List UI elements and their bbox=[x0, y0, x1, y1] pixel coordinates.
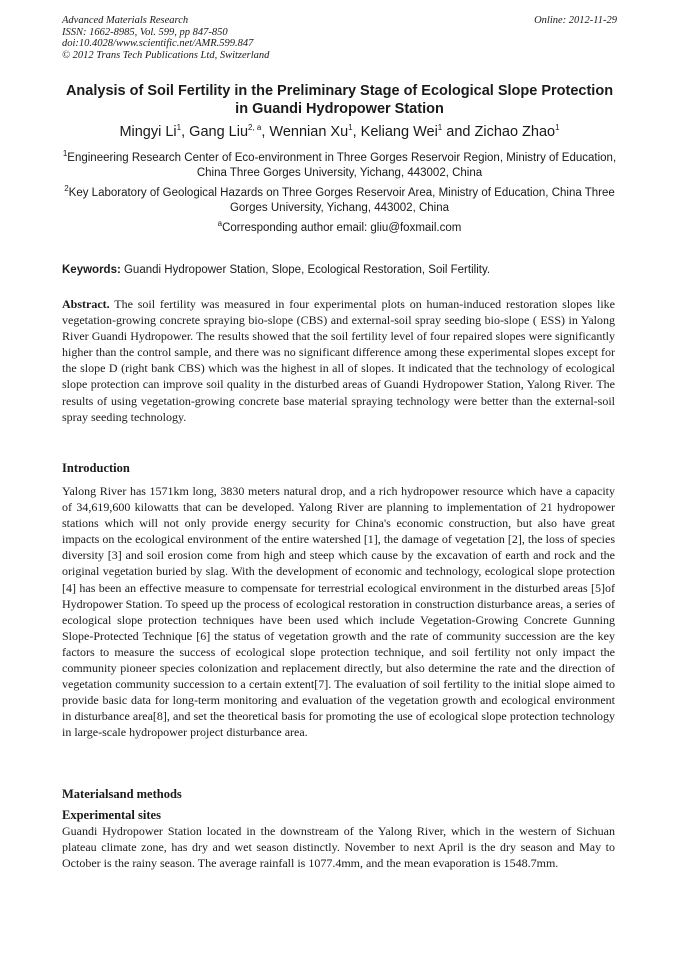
affiliation-2 bbox=[62, 186, 617, 216]
author-affiliation-mark: 2, a bbox=[248, 123, 262, 133]
corresponding-author bbox=[62, 221, 617, 236]
abstract bbox=[62, 296, 615, 425]
corresponding-mark: a bbox=[217, 219, 223, 229]
keywords-label: Keywords: bbox=[62, 264, 121, 276]
abstract-label: Abstract. bbox=[62, 297, 110, 311]
author-name: , Keliang Wei bbox=[352, 124, 438, 140]
author-name: Mingyi Li bbox=[119, 124, 177, 140]
issn-line: ISSN: 1662-8985, Vol. 599, pp 847-850 bbox=[62, 26, 228, 38]
corresponding-email: Corresponding author email: gliu@foxmail.com bbox=[222, 222, 462, 234]
abstract-text: The soil fertility was measured in four experimental plots on human-induced restoration slopes like vegetation-growing concrete spraying bio-slope (CBS) and external-soil spray seeding bio-slope ( ESS) in Yalong River Guandi Hydropower. The results showed that the soil fertility level of four repaired slopes were significantly higher than the control sample, and there was no significant difference among these experimental slopes except for the slope D (right bank CBS) which was the highest in all of slopes. It indicated that the technology of ecological slope protection can improve soil quality in the disturbed areas of Guandi Hydropower Station, Yalong River. The results of using vegetation-growing concrete base material spraying technology were better than the external-soil spray seeding technology. bbox=[62, 297, 615, 424]
affiliation-mark: 2 bbox=[64, 184, 69, 194]
copyright-line: © 2012 Trans Tech Publications Ltd, Switzerland bbox=[62, 49, 270, 61]
experimental-sites-heading: Experimental sites bbox=[62, 808, 161, 822]
author-name: and Zichao Zhao bbox=[442, 124, 556, 140]
author-name: , Gang Liu bbox=[181, 124, 249, 140]
journal-header bbox=[62, 15, 617, 61]
keywords-text: Guandi Hydropower Station, Slope, Ecological Restoration, Soil Fertility. bbox=[120, 264, 491, 276]
author-affiliation-mark: 1 bbox=[348, 123, 353, 133]
experimental-sites-text: Guandi Hydropower Station located in the downstream of the Yalong River, which in the western of Sichuan plateau climate zone, has dry and wet season distinctly. November to next April is the dry season and May to October is the rainy season. The average rainfall is 1077.4mm, and the mean evaporation is 1548.7mm. bbox=[62, 824, 615, 871]
journal-name: Advanced Materials Research bbox=[62, 15, 189, 26]
online-date: Online: 2012-11-29 bbox=[534, 15, 617, 26]
author-name: , Wennian Xu bbox=[261, 124, 349, 140]
methods-heading: Materialsand methods bbox=[62, 787, 182, 801]
author-list bbox=[62, 123, 617, 141]
introduction-text: Yalong River has 1571km long, 3830 meters natural drop, and a rich hydropower resource which have a capacity of 34,619,600 kilowatts that can be developed. Yalong River are planning to implementation of 21 hydropower stations which will not only provide energy security for China's economic construction, but also have great impacts on the ecological environment of the entire watershed [1], the damage of vegetation [2], the loss of species diversity [3] and soil erosion come from high and steep which cause by the excavation of earth and rock and the original vegetation buried by slag. With the development of economic and technology, ecological slope protection [4] has been an effective measure to compensate for terrestrial ecological environment in the disturbed areas [5]of Hydropower Station. To speed up the process of ecological restoration in construction disturbance areas, a series of ecological slope protection techniques have been used which include Vegetation-Growing Concrete Gunning Slope-Protected Technique [6] the status of vegetation growth and the rate of community succession are the key factors to measure the success of ecological slope protection technique, and soil fertility not only impact the community pioneer species colonization and replacement directly, but also determine the rate and the direction of vegetation community succession to a certain extent[7]. The evaluation of soil fertility to the initial slope aimed to provide basic data for long-term monitoring and evaluation of the vegetation growth and ecological environment in disturbance area[8], and set the theoretical basis for promoting the use of ecological slope protection technology in large-scale hydropower project disturbance area. bbox=[62, 484, 615, 740]
keywords bbox=[62, 263, 617, 277]
affiliation-text: Engineering Research Center of Eco-environment in Three Gorges Reservoir Region, Ministry of Education, China Three Gorges University, Yichang, 443002, China bbox=[67, 152, 617, 179]
introduction-heading: Introduction bbox=[62, 461, 130, 475]
doi-line: doi:10.4028/www.scientific.net/AMR.599.847 bbox=[62, 38, 254, 49]
author-affiliation-mark: 1 bbox=[555, 123, 560, 133]
affiliation-mark: 1 bbox=[62, 149, 68, 159]
author-affiliation-mark: 1 bbox=[437, 123, 443, 133]
paper-title: Analysis of Soil Fertility in the Preliminary Stage of Ecological Slope Protection in Guandi Hydropower Station bbox=[65, 83, 614, 117]
affiliation-text: Key Laboratory of Geological Hazards on Three Gorges Reservoir Area, Ministry of Education, China Three Gorges University, Yichang, 443002, China bbox=[68, 187, 615, 214]
author-affiliation-mark: 1 bbox=[176, 123, 182, 133]
affiliation-1 bbox=[62, 151, 617, 181]
